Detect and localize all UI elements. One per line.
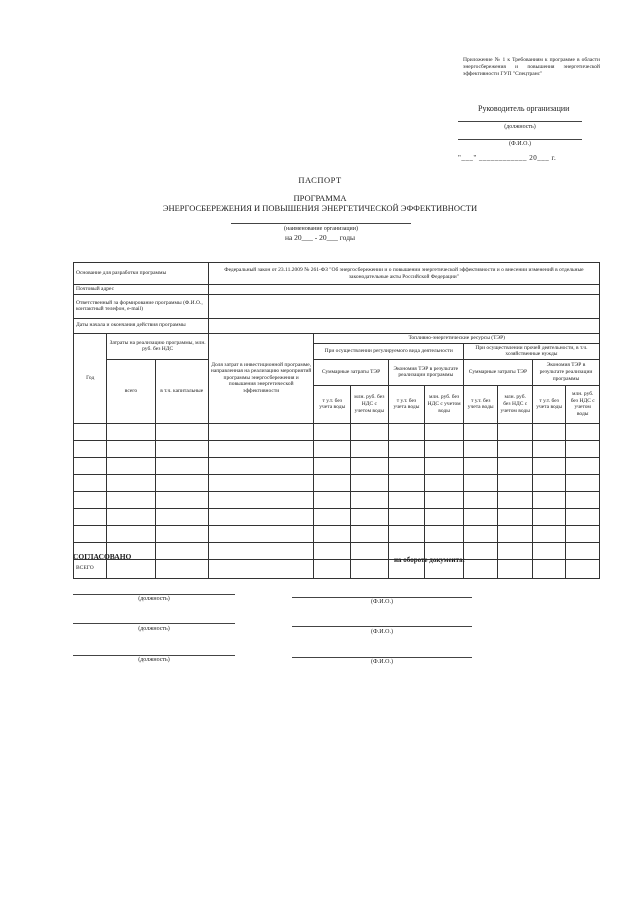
program-title: ПРОГРАММА <box>293 193 347 203</box>
fio-caption: (Ф.И.О.) <box>509 141 531 147</box>
position-caption: (должность) <box>138 657 170 663</box>
signature-position-line <box>73 594 235 595</box>
unit-tut-header: т у.т. без учета воды <box>388 385 425 423</box>
unit-tut-header: т у.т. без учета воды <box>532 385 565 423</box>
fio-caption: (Ф.И.О.) <box>371 599 393 605</box>
unit-rub-header: млн. руб. без НДС с учетом воды <box>351 385 389 423</box>
signature-position-line <box>73 623 235 624</box>
passport-table <box>73 262 600 579</box>
position-caption: (должность) <box>138 626 170 632</box>
signature-fio-line <box>292 626 472 627</box>
table-row <box>74 491 600 508</box>
position-caption: (должность) <box>504 124 536 130</box>
total-row <box>74 559 600 578</box>
share-header: Доля затрат в инвестиционной программе, направленная на реализацию мероприятий программы энергосбережения и повышения энергетической эффективности <box>208 333 314 423</box>
unit-tut-header: т у.т. без учета воды <box>314 385 351 423</box>
table-row <box>74 457 600 474</box>
table-row <box>74 525 600 542</box>
dates-value[interactable] <box>208 318 599 333</box>
reverse-note: на обороте документа: <box>394 556 465 564</box>
approval-date: "___" ____________ 20___ г. <box>458 154 557 162</box>
fio-caption: (Ф.И.О.) <box>371 659 393 665</box>
fer-header: Топливно-энергетические ресурсы (ТЭР) <box>314 333 600 343</box>
costs-header: Затраты на реализацию программы, млн. руб. без НДС <box>107 333 208 359</box>
program-years: на 20___ - 20___ годы <box>284 233 356 242</box>
regulated-header: При осуществлении регулируемого вида деятельности <box>314 343 463 359</box>
signature-fio-line <box>292 597 472 598</box>
table-row <box>74 508 600 525</box>
basis-value: Федеральный закон от 23.11.2009 № 261-ФЗ "Об энергосбережении и о повышении энергетической эффективности и о внесении изменений в отдельные законодательные акты Российской Федерации" <box>208 263 599 285</box>
unit-rub-header: млн. руб. без НДС с учетом воды <box>566 385 600 423</box>
table-row <box>74 440 600 457</box>
reg-savings-header: Экономия ТЭР в результате реализации программы <box>388 359 463 385</box>
appendix-note: Приложение № 1 к Требованиям к программе в области энергосбережения и повышения энергетической эффективности ГУП "Спецтранс" <box>463 57 600 78</box>
org-caption: (наименование организации) <box>284 226 358 232</box>
program-subtitle: ЭНЕРГОСБЕРЕЖЕНИЯ И ПОВЫШЕНИЯ ЭНЕРГЕТИЧЕСКОЙ ЭФФЕКТИВНОСТИ <box>162 203 478 213</box>
year-header: Год <box>74 333 107 423</box>
dates-label: Даты начала и окончания действия программы <box>74 318 209 333</box>
org-name-line <box>231 223 411 224</box>
basis-label: Основание для разработки программы <box>74 263 209 285</box>
other-savings-header: Экономия ТЭР в результате реализации программы <box>532 359 599 385</box>
fio-line <box>458 139 582 140</box>
costs-capital-header: в т.ч. капитальные <box>155 359 208 423</box>
agreed-label: СОГЛАСОВАНО <box>73 552 132 561</box>
costs-total-header: всего <box>107 359 155 423</box>
signature-position-line <box>73 655 235 656</box>
table-row <box>74 542 600 559</box>
head-title: Руководитель организации <box>478 104 570 113</box>
table-row <box>74 474 600 491</box>
other-header: При осуществлении прочей деятельности, в т.ч. хозяйственные нужды <box>463 343 599 359</box>
unit-rub-header: млн. руб. без НДС с учетом воды <box>425 385 464 423</box>
fio-caption: (Ф.И.О.) <box>371 629 393 635</box>
responsible-label: Ответственный за формирование программы (Ф.И.О., контактный телефон, e-mail) <box>74 294 209 318</box>
position-line <box>458 121 582 122</box>
postal-value[interactable] <box>208 285 599 295</box>
other-sum-costs-header: Суммарные затраты ТЭР <box>463 359 532 385</box>
position-caption: (должность) <box>138 596 170 602</box>
postal-label: Почтовый адрес <box>74 285 209 295</box>
unit-rub-header: млн. руб. без НДС с учетом воды <box>498 385 533 423</box>
total-label: ВСЕГО <box>74 559 107 578</box>
table-row <box>74 423 600 440</box>
unit-tut-header: т у.т. без учета воды <box>463 385 498 423</box>
reg-sum-costs-header: Суммарные затраты ТЭР <box>314 359 388 385</box>
signature-fio-line <box>292 657 472 658</box>
responsible-value[interactable] <box>208 294 599 318</box>
passport-title: ПАСПОРТ <box>298 175 342 185</box>
